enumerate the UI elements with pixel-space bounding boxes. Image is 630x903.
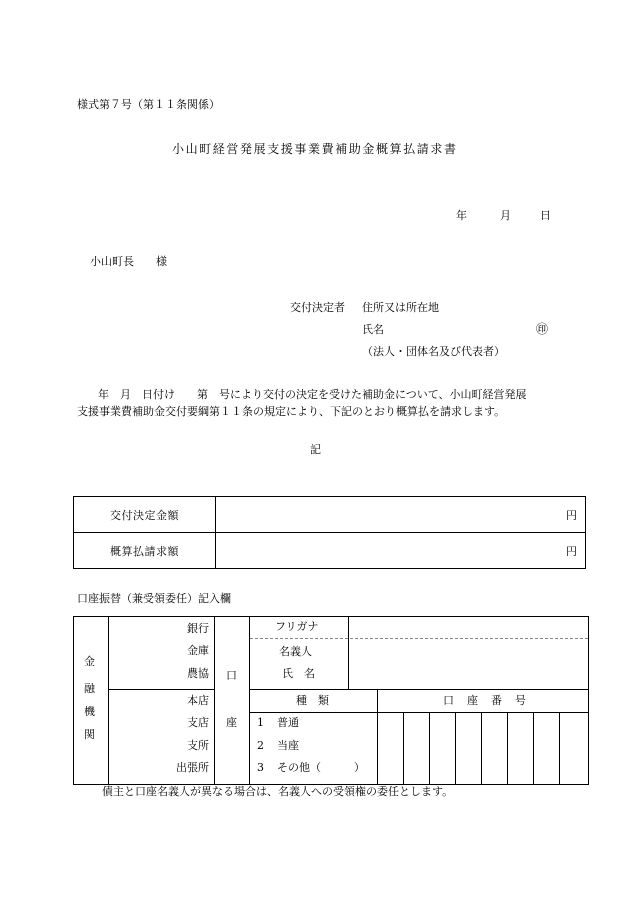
- account-char: 座: [226, 716, 237, 729]
- applicant-name-label: 氏名: [362, 323, 384, 336]
- addressee: 小山町長 様: [90, 255, 167, 268]
- grant-amount-label: 交付決定金額: [74, 497, 216, 533]
- footnote: 債主と口座名義人が異なる場合は、名義人への受領権の委任とします。: [102, 785, 454, 798]
- account-number-header: 口 座 番 号: [443, 694, 527, 707]
- amount-table: [73, 496, 586, 569]
- furigana-label: フリガナ: [275, 620, 319, 633]
- applicant-note: （法人・団体名及び代表者）: [362, 345, 505, 358]
- form-number: 様式第７号（第１１条関係）: [77, 98, 220, 111]
- type-option-num: 1: [257, 716, 264, 729]
- body-text-line-1: 年 月 日付け 第 号により交付の決定を受けた補助金について、小山町経営発展: [98, 388, 527, 401]
- date-year: 年: [456, 209, 467, 222]
- seal-mark: ㊞: [536, 322, 549, 336]
- request-amount-label: 概算払請求額: [74, 533, 216, 569]
- transfer-section-title: 口座振替（兼受領委任）記入欄: [77, 592, 231, 605]
- date-day: 日: [540, 209, 551, 222]
- holder-label: 名義人: [279, 645, 312, 658]
- type-option-other[interactable]: その他（ ）: [277, 761, 365, 774]
- type-option-checking[interactable]: 当座: [277, 739, 299, 752]
- institution-type-nokyo: 農協: [187, 667, 209, 680]
- institution-char: 金: [84, 655, 95, 668]
- date-month: 月: [500, 209, 511, 222]
- table-row: [74, 497, 586, 533]
- document-title: 小山町経営発展支援事業費補助金概算払請求書: [172, 142, 458, 156]
- applicant-role: 交付決定者: [290, 301, 345, 314]
- table-row: [74, 533, 586, 569]
- branch-type-office: 出張所: [176, 761, 209, 774]
- request-amount-field[interactable]: 円: [216, 533, 586, 569]
- institution-char: 機: [84, 705, 95, 718]
- institution-type-shinkin: 金庫: [187, 644, 209, 657]
- branch-type-branch: 支店: [187, 716, 209, 729]
- account-char: 口: [226, 669, 237, 682]
- holder-name-label: 氏 名: [282, 667, 315, 680]
- applicant-address-label: 住所又は所在地: [362, 301, 439, 314]
- type-option-savings[interactable]: 普通: [277, 716, 299, 729]
- institution-char: 融: [84, 682, 95, 695]
- account-type-header: 種 類: [296, 694, 329, 707]
- body-text-line-2: 支援事業費補助金交付要綱第１１条の規定により、下記のとおり概算払を請求します。: [77, 405, 506, 418]
- bank-account-table: [73, 616, 589, 785]
- grant-amount-field[interactable]: 円: [216, 497, 586, 533]
- institution-type-bank: 銀行: [187, 622, 209, 635]
- institution-char: 関: [84, 728, 95, 741]
- type-option-num: 3: [257, 761, 264, 774]
- ki-heading: 記: [310, 443, 321, 456]
- type-option-num: 2: [257, 739, 264, 752]
- branch-type-head: 本店: [187, 694, 209, 707]
- branch-type-subbranch: 支所: [187, 739, 209, 752]
